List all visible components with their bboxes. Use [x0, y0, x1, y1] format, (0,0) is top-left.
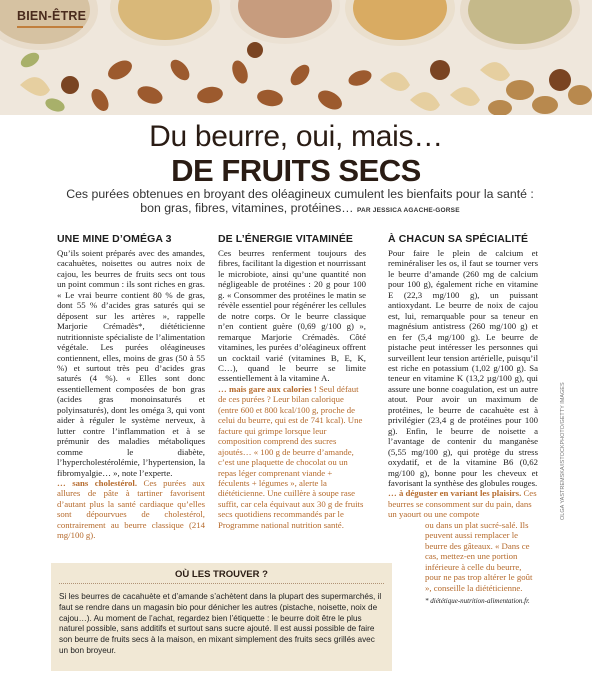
nuts-and-butter-jars-illustration [0, 0, 592, 115]
column-2-body: Ces beurres renferment toujours des fibres, facilitant la digestion et nourrissant le microbiote, ainsi qu’une quantité non négligeable de protéines : 20 g pour 100 g. « Consommer des protéines le matin se révèle essentiel pour régénérer les cellules de notre corps. Or le beurre classique n’en contient guère (0,69 g/100 g) », remarque Marjorie Crémadès. Côté vitamines, les purées d’oléagineux offrent un cocktail varié (vitamines B, E, K, C…), quand le beurre se limite essentiellement à la vitamine A. [218, 248, 366, 384]
column-1-body: Qu’ils soient préparés avec des amandes, cacahuètes, noisettes ou autres noix de cajou, les beurres de fruits secs ont tous un point commun : ils sont riches en gras. « Le vrai beurre contient 80 % de gras, dont 55 % d’acides gras saturés qui se déposent sur les artères », rappelle Marjorie Crémadès*, diététicienne nutritionniste spécialiste de l’alimentation végétale. Les purées oléagineuses contiennent, elles, moins de gras (50 à 55 %) et surtout très peu d’acides gras saturés (4 %). « Elles sont donc essentiellement composées de bon gras (acides gras monoinsaturés et polyinsaturés), dont les oméga 3, qui vont aider à réguler le système nerveux, à lutter contre l’inflammation et à se prémunir des maladies métaboliques comme le diabète, l’hypercholestérolémie, l’hypertension, la fibromyalgie… », note l’experte. [57, 248, 205, 478]
box-divider [59, 583, 384, 584]
byline: PAR JESSICA AGACHE-GORSE [356, 207, 460, 214]
article-deck [60, 187, 540, 218]
deck-text: Ces purées obtenues en broyant des oléagineux cumulent les bienfaits pour la santé : bon gras, fibres, vitamines, protéines… [66, 187, 534, 215]
column-2-heading: DE L’ÉNERGIE VITAMINÉE [218, 233, 354, 245]
column-2-aside-lead: … mais gare aux calories ! [218, 383, 317, 394]
column-2 [218, 233, 366, 530]
column-1-aside-text: Ces purées aux allures de pâte à tartiner favorisent d’autant plus la santé cardiaque qu’elles sont dépourvues de cholestérol, contrairement au beurre classique (214 mg/100 g). [57, 477, 205, 541]
column-3-aside [388, 488, 538, 519]
box-text: Si les beurres de cacahuète et d’amande s’achètent dans la plupart des supermarchés, il faut se rendre dans un magasin bio pour dénicher les autres (pistache, noisette, noix de cajou…). Au moment de l’achat, regardez bien l’étiquette : le beurre doit être le plus naturel possible, sans additifs et surtout sans sucre ajouté. Il est aussi possible de faire son beurre de fruits secs à la maison, en mixant simplement des fruits secs grillés avec un bon broyeur. [59, 592, 382, 655]
headline-line-1: Du beurre, oui, mais… [149, 120, 443, 153]
column-3 [388, 233, 538, 606]
column-1-aside [57, 478, 205, 541]
column-2-aside [218, 384, 366, 530]
column-1-aside-lead: … sans cholestérol. [57, 477, 138, 488]
where-to-buy-box [51, 563, 392, 671]
header-photo-nut-butters [0, 0, 592, 115]
section-tag: BIEN-ÊTRE [17, 9, 87, 23]
column-1-heading: UNE MINE D’OMÉGA 3 [57, 233, 172, 245]
column-2-aside-text: Seul défaut de ces purées ? Leur bilan calorique (entre 600 et 800 kcal/100 g, proche de celui du beurre, qui est de 741 kcal). Une facture qui grimpe lorsque leur composition comprend des sucres ajoutés… « 100 g de beurre d’amande, c’est une plaquette de chocolat ou un repas léger comprenant viande + féculents + légumes », alerte la diététicienne. Une cuillère à soupe rase suffit, car cela équivaut aux 30 g de fruits secs quotidiens recommandés par le Programme national nutrition santé. [218, 383, 364, 530]
column-3-heading: À CHACUN SA SPÉCIALITÉ [388, 233, 529, 245]
headline-line-2: DE FRUITS SECS [171, 153, 421, 188]
column-3-aside-lead: … à déguster en variant les plaisirs. [388, 488, 522, 499]
column-3-aside-text-1: Ces beurres se consomment sur du pain, dans un yaourt ou une compote [388, 488, 537, 520]
column-3-footnote: * diététique-nutrition-alimentation.fr. [425, 596, 530, 605]
column-3-body: Pour faire le plein de calcium et reminéraliser les os, il faut se tourner vers le beurre d’amande (260 mg de calcium pour 100 g), également riche en vitamine E (22,3 mg/100 g), un puissant antioxydant. Le beurre de noix de cajou est, lui, remarquable pour sa teneur en magnésium antistress (260 mg/100 g) et en fer (5,4 mg/100 g). Le beurre de pistache peut intéresser les personnes qui surveillent leur tension artérielle, puisqu’il est riche en potassium (1,02 g/100 g). Sa teneur en vitamine K (13,2 µg/100 g), qui assure une bonne coagulation, est un autre atout. Pour avoir un maximum de protéines, le beurre de cacahuète est à privilégier (23,4 g de protéines pour 100 g). Enfin, le beurre de noisette a l’avantage de contenir du manganèse (5,55 mg/100 g), qui protège du stress oxydatif, et de la vitamine B6 (0,62 mg/100 g), bonne pour les cheveux et favorisant la synthèse des globules rouges. [388, 248, 538, 488]
box-title: OÙ LES TROUVER ? [175, 569, 268, 580]
column-1 [57, 233, 205, 541]
column-3-aside-text-2: ou dans un plat sucré-salé. Ils peuvent aussi remplacer le beurre des gâteaux. « Dans ce cas, mettez-en une portion inférieure à celle du beurre, pour ne pas trop altérer le goût », conseille la diététicienne. [425, 519, 533, 593]
photo-credit: OLGA YASTREMSKA/ISTOCKPHOTO/GETTY IMAGES [560, 382, 566, 520]
section-tag-underline [17, 26, 83, 28]
